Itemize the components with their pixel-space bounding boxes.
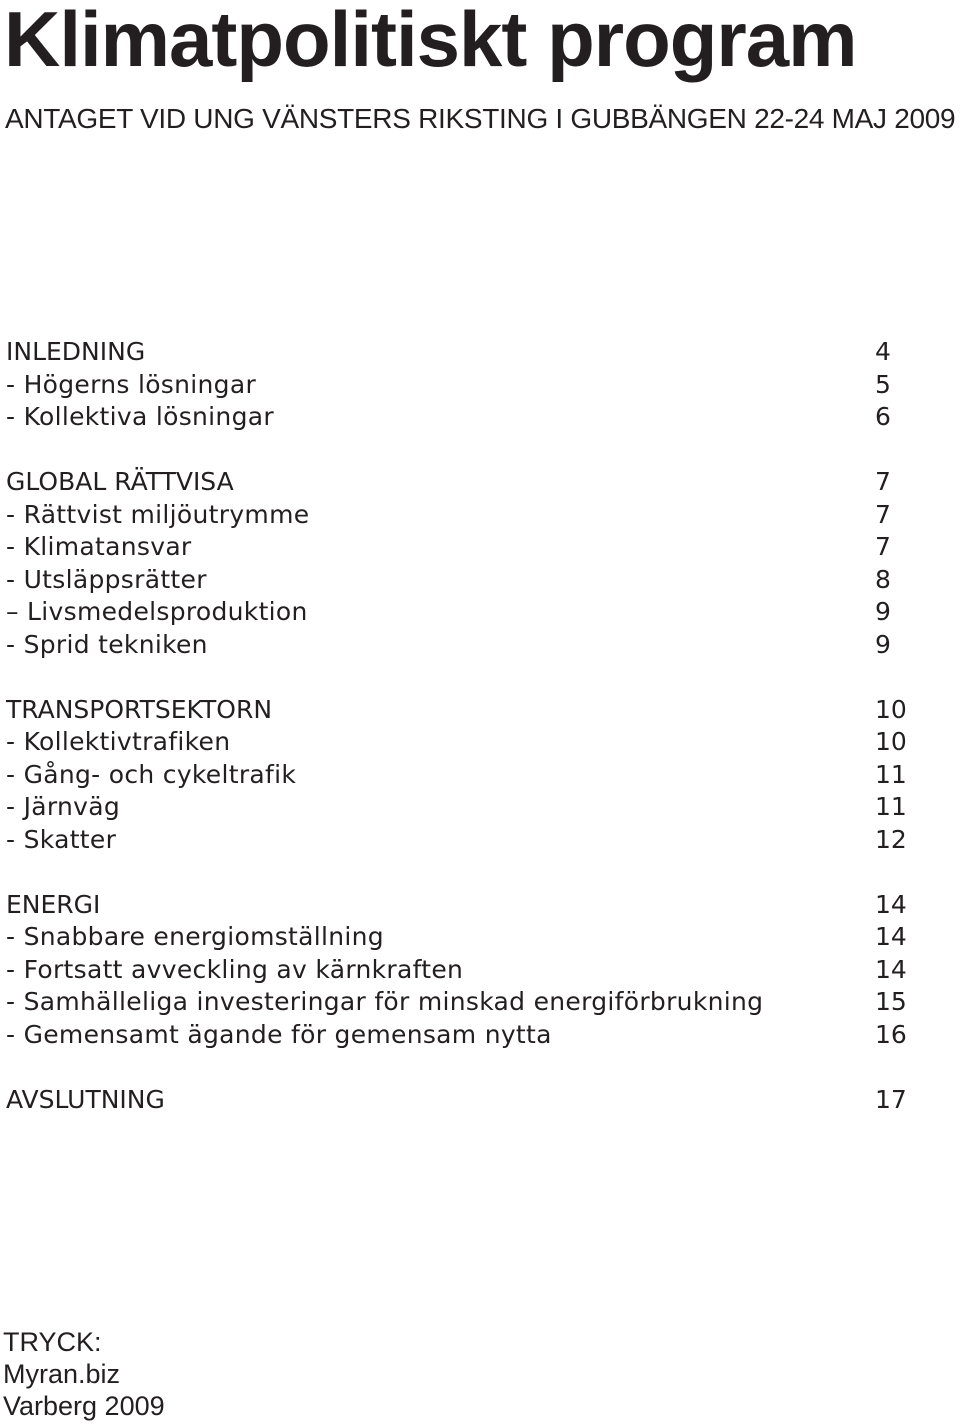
table-of-contents [6,336,916,1149]
toc-item [6,531,916,564]
toc-section-transportsektorn [6,694,916,857]
toc-page-number: 11 [875,759,907,789]
toc-page-number: 7 [875,499,891,529]
toc-section-global-rattvisa [6,466,916,661]
toc-item [6,596,916,629]
toc-heading [6,889,916,922]
toc-item-label: - Utsläppsrätter [6,564,207,594]
toc-page-number: 14 [875,922,907,951]
toc-item-label: - Kollektiva lösningar [6,402,274,431]
toc-item [6,1019,916,1052]
print-info-heading: TRYCK: [3,1327,102,1357]
toc-page-number: 14 [875,889,907,919]
toc-item-label: - Sprid tekniken [6,629,208,659]
toc-item [6,499,916,532]
toc-item-label: - Gemensamt ägande för gemensam nytta [6,1019,552,1049]
toc-page-number: 7 [875,532,891,561]
toc-page-number: 10 [875,694,907,724]
toc-page-number: 7 [875,467,891,496]
toc-page-number: 6 [875,402,891,431]
toc-page-number: 15 [875,987,907,1016]
document-title: Klimatpolitiskt program [4,0,857,83]
toc-page-number: 16 [875,1019,907,1049]
printer-name: Myran.biz [3,1359,121,1389]
toc-item [6,401,916,434]
toc-section-inledning [6,336,916,434]
toc-item [6,791,916,824]
toc-item-label: - Rättvist miljöutrymme [6,499,310,529]
toc-heading-label: ENERGI [6,889,101,919]
toc-page-number: 10 [875,727,907,756]
toc-heading-label: GLOBAL RÄTTVISA [6,467,234,496]
print-place-year: Varberg 2009 [3,1391,165,1421]
toc-item [6,759,916,792]
toc-item [6,921,916,954]
toc-item-label: - Gång- och cykeltrafik [6,759,297,789]
toc-section-energi [6,889,916,1052]
toc-page-number: 12 [875,824,907,854]
toc-item [6,564,916,597]
toc-item-label: - Kollektivtrafiken [6,727,231,756]
toc-heading-label: AVSLUTNING [6,1084,165,1114]
toc-heading [6,466,916,499]
toc-heading-label: INLEDNING [6,337,146,366]
toc-item-label: – Livsmedelsproduktion [6,597,308,626]
toc-page-number: 5 [875,369,891,399]
toc-item [6,726,916,759]
toc-item-label: - Klimatansvar [6,532,192,561]
toc-item [6,986,916,1019]
toc-page-number: 8 [875,564,891,594]
toc-item-label: - Samhälleliga investeringar för minskad energiförbrukning [6,987,764,1016]
toc-item-label: - Snabbare energiomställning [6,922,384,951]
toc-page-number: 4 [875,337,891,366]
toc-page-number: 14 [875,954,907,984]
toc-item [6,824,916,857]
print-info [3,1326,165,1422]
toc-item-label: - Järnväg [6,792,121,821]
toc-heading [6,694,916,727]
toc-item-label: - Högerns lösningar [6,369,257,399]
toc-page-number: 17 [875,1084,907,1114]
toc-heading [6,336,916,369]
toc-page-number: 9 [875,597,891,626]
toc-item [6,954,916,987]
toc-section-avslutning [6,1084,916,1117]
toc-page-number: 9 [875,629,891,659]
toc-heading [6,1084,916,1117]
document-subtitle: ANTAGET VID UNG VÄNSTERS RIKSTING I GUBBÄNGEN 22-24 MAJ 2009 [5,103,956,134]
toc-page-number: 11 [875,792,907,821]
toc-heading-label: TRANSPORTSEKTORN [6,694,273,724]
toc-item-label: - Fortsatt avveckling av kärnkraften [6,954,464,984]
toc-item [6,369,916,402]
toc-item [6,629,916,662]
toc-item-label: - Skatter [6,824,117,854]
